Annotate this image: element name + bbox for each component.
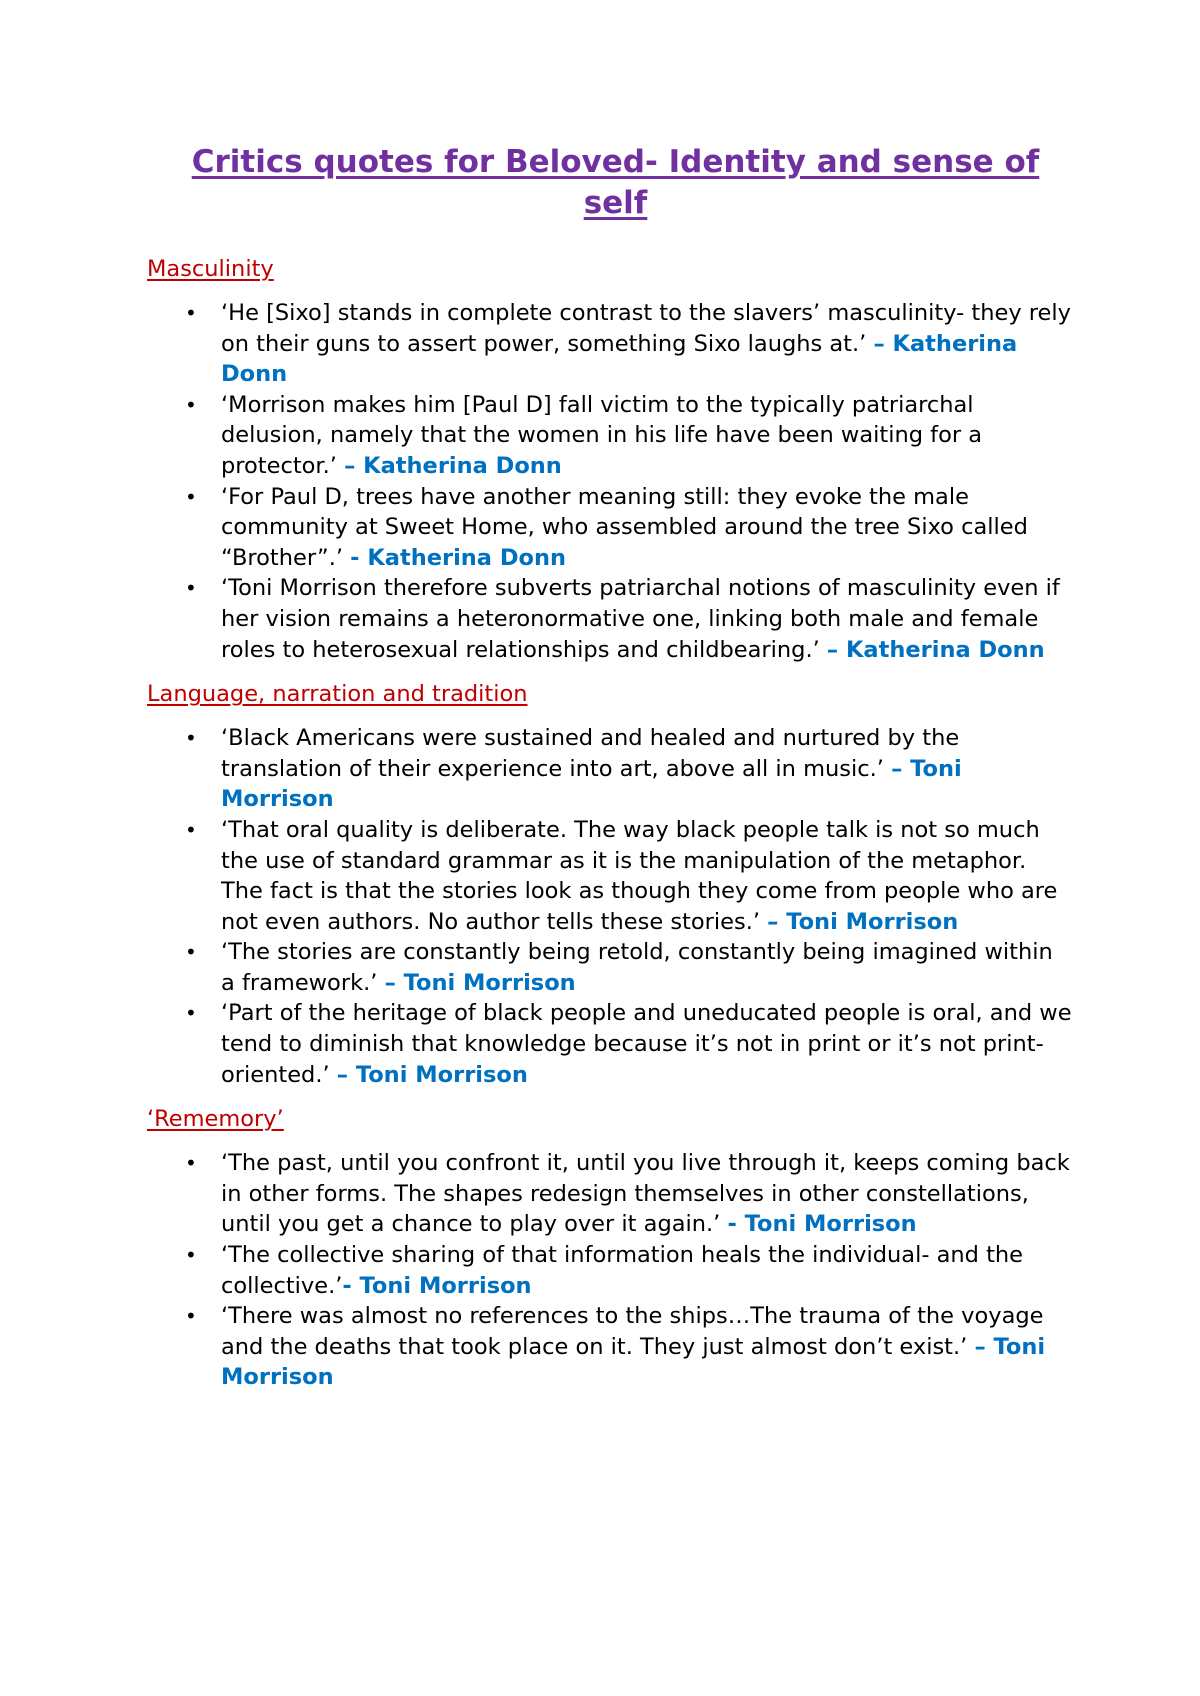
quote-text: ‘The past, until you confront it, until you live through it, keeps coming back in other forms. The shapes redesign themselves in other constellations, until you get a chance to play over it again.’: [221, 1150, 1070, 1238]
section-heading: Language, narration and tradition: [147, 681, 528, 708]
quote-author: – Katherina Donn: [826, 636, 1045, 663]
quote-item: [185, 998, 1072, 1090]
quote-text: ‘Toni Morrison therefore subverts patriarchal notions of masculinity even if her vision remains a heteronormative one, linking both male and female roles to heterosexual relationships and childbearing.’: [221, 575, 1060, 663]
quote-author: - Toni Morrison: [727, 1211, 917, 1238]
quote-author: – Toni Morrison: [384, 969, 576, 996]
quote-author: – Katherina Donn: [344, 452, 562, 479]
section-heading: ‘Rememory’: [147, 1106, 284, 1133]
quote-author: - Toni Morrison: [342, 1272, 532, 1299]
bullet-icon: •: [185, 726, 197, 751]
quote-author: – Katherina Donn: [221, 330, 1018, 388]
quote-text: ‘Part of the heritage of black people and uneducated people is oral, and we tend to diminish that knowledge because it’s not in print or it’s not print-oriented.’: [221, 1000, 1072, 1088]
quote-text: ‘The stories are constantly being retold, constantly being imagined within a framework.’: [221, 939, 1053, 996]
bullet-icon: •: [185, 817, 197, 842]
quote-item: [185, 298, 1072, 390]
bullet-icon: •: [185, 940, 197, 965]
quote-author: – Toni Morrison: [221, 1333, 1046, 1391]
bullet-icon: •: [185, 1151, 197, 1176]
bullet-icon: •: [185, 576, 197, 601]
quote-list: [147, 1148, 1072, 1393]
quote-item: [185, 937, 1072, 998]
quote-item: [185, 1301, 1072, 1393]
quote-text: ‘There was almost no references to the ships…The trauma of the voyage and the deaths that took place on it. They just almost don’t exist.’: [221, 1303, 1044, 1360]
quote-item: [185, 723, 1072, 815]
bullet-icon: •: [185, 1304, 197, 1329]
quote-text: ‘For Paul D, trees have another meaning still: they evoke the male community at Sweet Home, who assembled around the tree Sixo called “Brother”.’: [221, 483, 1028, 571]
section-heading: Masculinity: [147, 256, 274, 282]
bullet-icon: •: [185, 1001, 197, 1026]
quote-text: ‘That oral quality is deliberate. The way black people talk is not so much the use of standard grammar as it is the manipulation of the metaphor. The fact is that the stories look as though they come from people who are not even authors. No author tells these stories.’: [221, 816, 1058, 935]
quote-author: – Toni Morrison: [221, 755, 962, 813]
quote-text: ‘Black Americans were sustained and healed and nurtured by the translation of their experience into art, above all in music.’: [221, 725, 960, 782]
quote-list: [147, 298, 1072, 665]
quote-item: [185, 1148, 1072, 1240]
quote-author: – Toni Morrison: [767, 908, 959, 935]
page-title: Critics quotes for Beloved- Identity and sense of self: [191, 144, 1040, 221]
quote-item: [185, 482, 1072, 574]
quote-list: [147, 723, 1072, 1090]
bullet-icon: •: [185, 1243, 197, 1268]
quote-item: [185, 815, 1072, 937]
bullet-icon: •: [185, 301, 197, 325]
quote-author: – Toni Morrison: [336, 1061, 528, 1088]
bullet-icon: •: [185, 392, 197, 417]
quote-text: ‘He [Sixo] stands in complete contrast to the slavers’ masculinity- they rely on their guns to assert power, something Sixo laughs at.’: [221, 300, 1071, 357]
quote-text: ‘The collective sharing of that information heals the individual- and the collective.’: [221, 1242, 1024, 1299]
bullet-icon: •: [185, 484, 197, 509]
quote-text: ‘Morrison makes him [Paul D] fall victim to the typically patriarchal delusion, namely that the women in his life have been waiting for a protector.’: [221, 391, 983, 479]
quote-author: - Katherina Donn: [350, 544, 566, 571]
quote-item: [185, 1240, 1072, 1301]
quote-item: [185, 573, 1072, 665]
sections-container: [147, 254, 1072, 1393]
quote-item: [185, 390, 1072, 482]
